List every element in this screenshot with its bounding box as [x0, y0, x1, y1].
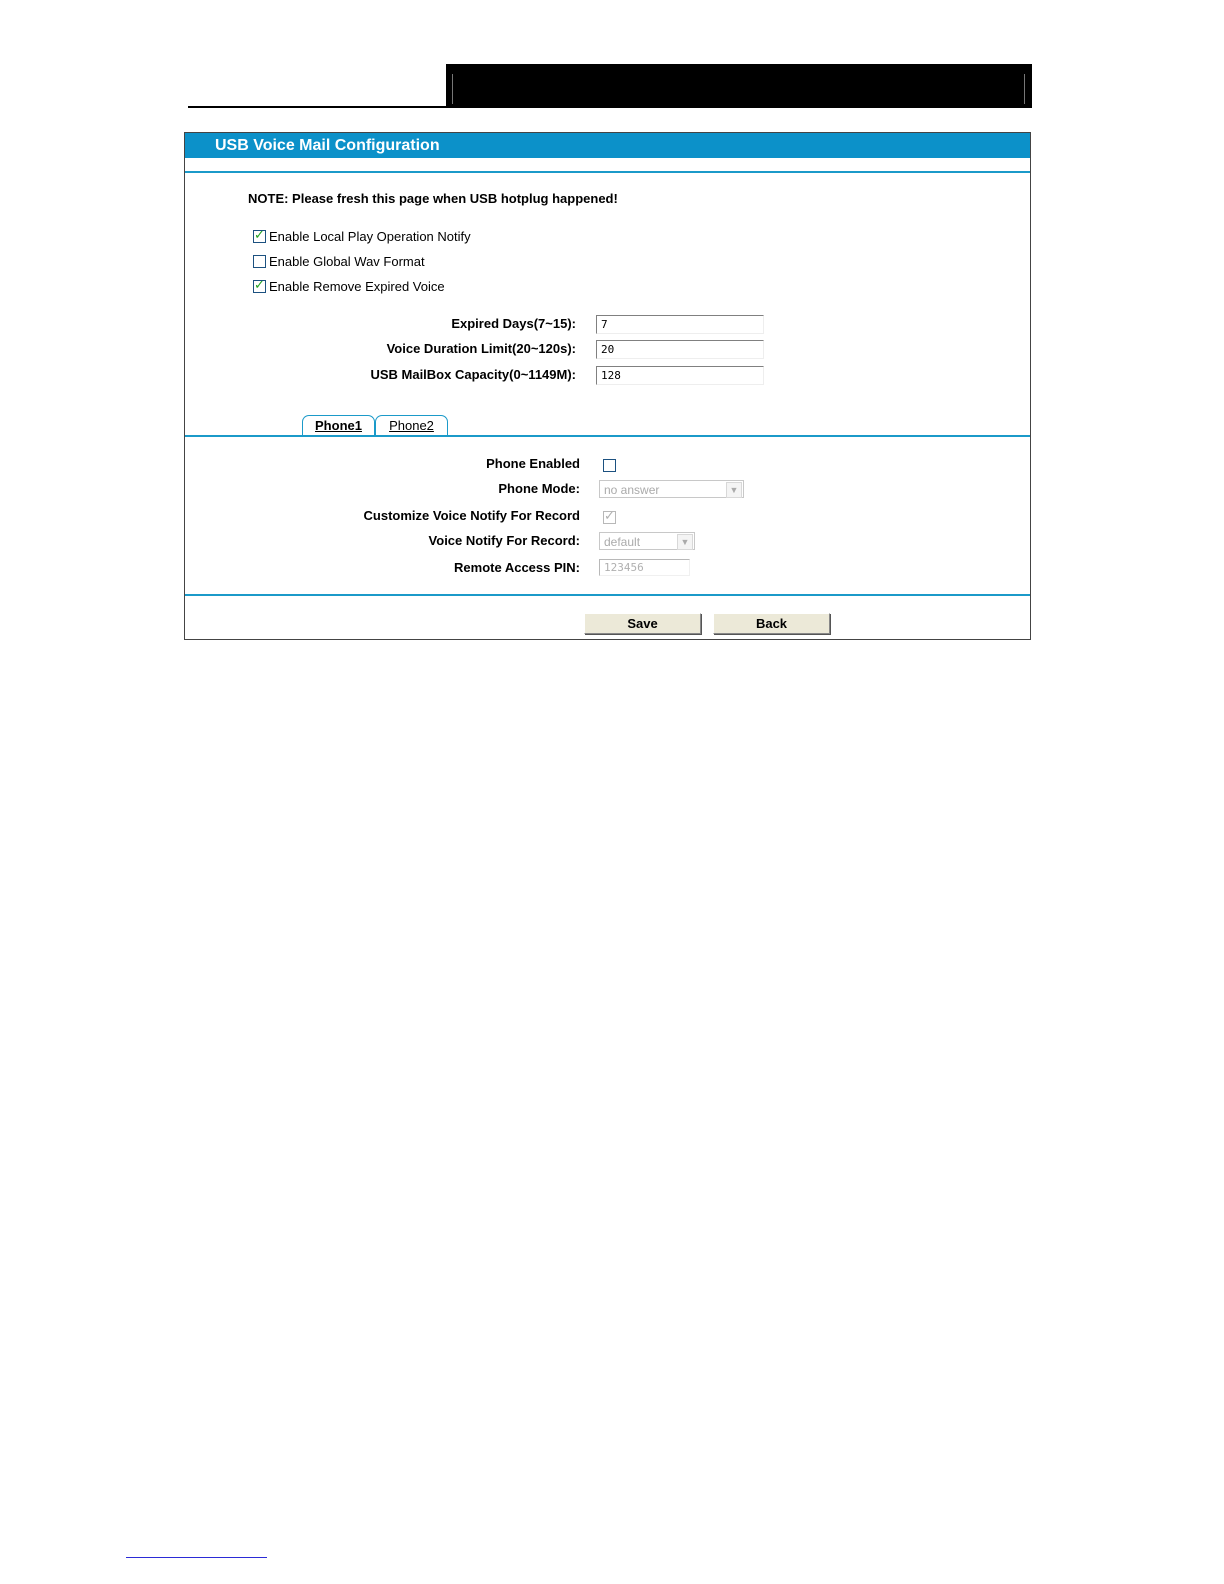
footer-link-underline [126, 1557, 267, 1558]
checkbox[interactable] [253, 277, 266, 293]
voice-duration-label: Voice Duration Limit(20~120s): [386, 341, 576, 356]
option-label: Enable Global Wav Format [269, 254, 425, 269]
phone-mode-label: Phone Mode: [498, 481, 580, 496]
mailbox-capacity-label: USB MailBox Capacity(0~1149M): [370, 367, 576, 382]
check-icon: ✓ [254, 227, 265, 242]
voice-mail-panel [184, 132, 1031, 640]
voice-notify-label: Voice Notify For Record: [428, 533, 580, 548]
hotplug-note: NOTE: Please fresh this page when USB hotplug happened! [248, 191, 618, 206]
remote-pin-input[interactable]: 123456 [599, 559, 690, 576]
mailbox-capacity-input[interactable] [596, 366, 764, 385]
phone-mode-value: no answer [604, 483, 660, 497]
divider [185, 171, 1030, 173]
check-icon: ✓ [604, 508, 615, 523]
option-global-wav-format[interactable] [253, 254, 425, 270]
checkbox[interactable] [253, 227, 266, 243]
checkbox[interactable] [253, 255, 266, 268]
tab-label: Phone2 [389, 418, 434, 433]
chevron-down-icon: ▼ [726, 482, 742, 498]
customize-notify-label: Customize Voice Notify For Record [363, 508, 580, 523]
phone-enabled-checkbox[interactable] [603, 459, 616, 472]
option-remove-expired-voice[interactable] [253, 279, 445, 295]
chevron-down-icon: ▼ [677, 534, 693, 550]
header-band-tick [1024, 74, 1025, 104]
panel-title: USB Voice Mail Configuration [185, 133, 1030, 158]
option-label: Enable Local Play Operation Notify [269, 229, 471, 244]
option-label: Enable Remove Expired Voice [269, 279, 445, 294]
tab-phone1[interactable] [302, 415, 375, 436]
voice-notify-value: default [604, 535, 641, 549]
tab-divider [185, 435, 1030, 437]
header-band-tick [452, 74, 453, 104]
header-rule [188, 106, 448, 108]
save-button[interactable]: Save [584, 613, 701, 634]
remote-pin-label: Remote Access PIN: [454, 560, 580, 575]
customize-notify-checkbox[interactable] [603, 508, 616, 524]
check-icon: ✓ [254, 277, 265, 292]
voice-notify-select[interactable] [599, 532, 695, 550]
header-band [446, 64, 1032, 108]
tab-label: Phone1 [315, 418, 362, 433]
expired-days-label: Expired Days(7~15): [451, 316, 576, 331]
phone-mode-select[interactable] [599, 480, 744, 498]
back-button[interactable]: Back [713, 613, 830, 634]
voice-duration-input[interactable] [596, 340, 764, 359]
expired-days-input[interactable] [596, 315, 764, 334]
tab-phone2[interactable] [375, 415, 448, 436]
phone-enabled-label: Phone Enabled [486, 456, 580, 471]
footer-divider [185, 594, 1030, 596]
option-local-play-notify[interactable] [253, 229, 471, 245]
